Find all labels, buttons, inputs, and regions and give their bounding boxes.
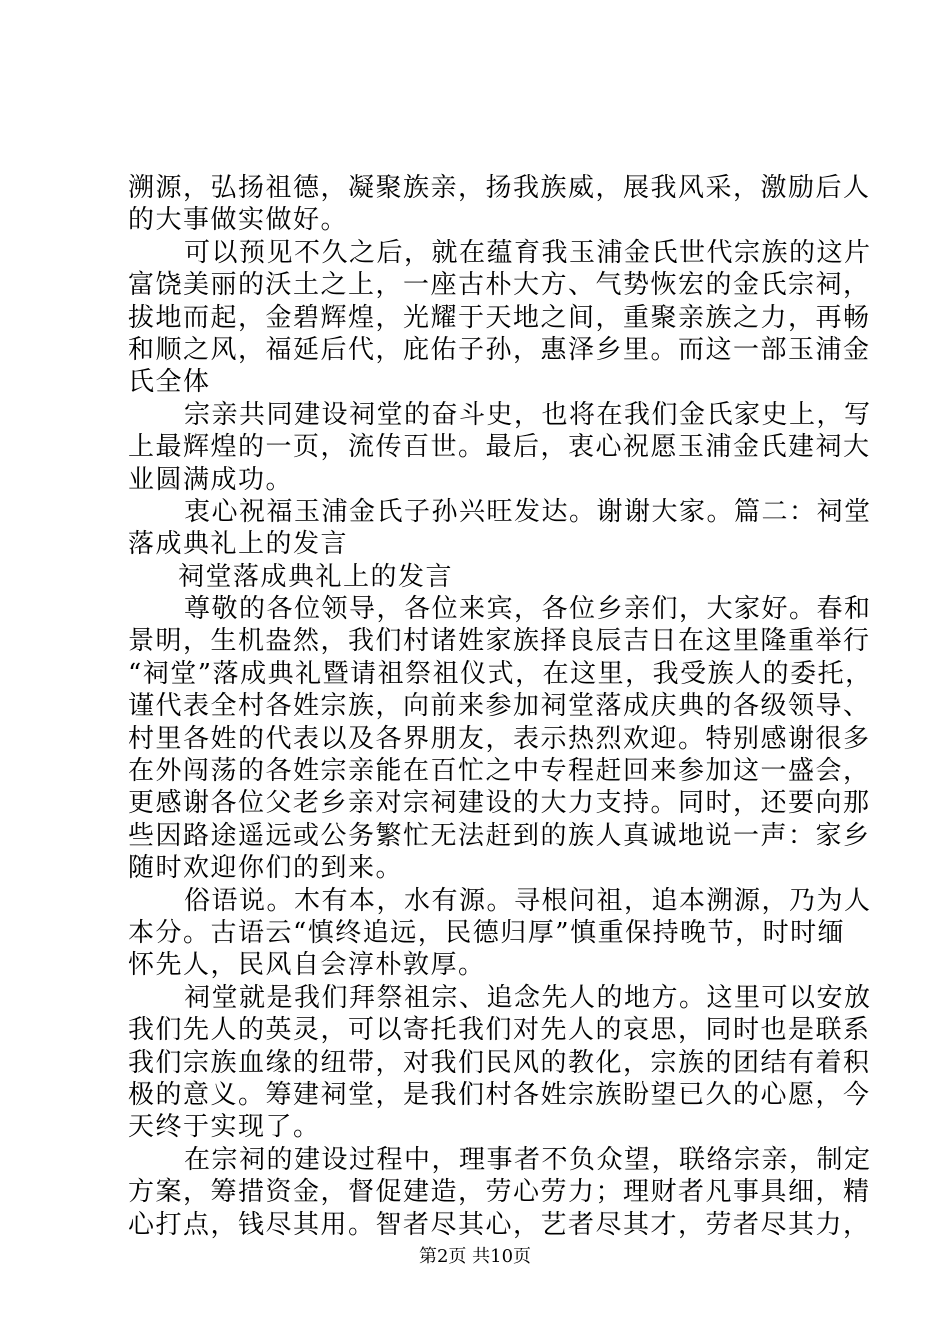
text-line: 尊敬的各位领导，各位来宾，各位乡亲们，大家好。春和 [184,594,872,625]
text-line: 的大事做实做好。 [128,205,349,236]
text-line: 更感谢各位父老乡亲对宗祠建设的大力支持。同时，还要向那 [128,788,871,819]
text-line: 在外闯荡的各姓宗亲能在百忙之中专程赶回来参加这一盛会， [128,756,871,787]
text-line: 拔地而起，金碧辉煌，光耀于天地之间，重聚亲族之力，再畅 [128,302,871,333]
text-line: 祠堂就是我们拜祭祖宗、追念先人的地方。这里可以安放 [184,982,872,1013]
text-line: 宗亲共同建设祠堂的奋斗史，也将在我们金氏家史上，写 [184,399,872,430]
text-line: 村里各姓的代表以及各界朋友，表示热烈欢迎。特别感谢很多 [128,723,871,754]
page-number: 第2页 共10页 [418,1246,532,1267]
text-line: 俗语说。木有本，水有源。寻根问祖，追本溯源，乃为人 [184,885,872,916]
text-line: 上最辉煌的一页，流传百世。最后，衷心祝愿玉浦金氏建祠大 [128,432,871,463]
text-line: 景明，生机盎然，我们村诸姓家族择良辰吉日在这里隆重举行 [128,626,871,657]
text-line: 可以预见不久之后，就在蕴育我玉浦金氏世代宗族的这片 [184,237,872,268]
section-heading: 祠堂落成典礼上的发言 [178,561,454,592]
text-line: 天终于实现了。 [128,1112,321,1143]
text-line: 方案，筹措资金，督促建造，劳心劳力；理财者凡事具细，精 [128,1177,871,1208]
text-line: 业圆满成功。 [128,464,294,495]
text-line: 我们宗族血缘的纽带，对我们民风的教化，宗族的团结有着积 [128,1047,871,1078]
text-line: 我们先人的英灵，可以寄托我们对先人的哀思，同时也是联系 [128,1015,871,1046]
body-text [128,172,873,1241]
text-line: “祠堂”落成典礼暨请祖祭祖仪式，在这里，我受族人的委托， [128,658,873,689]
text-line: 怀先人，民风自会淳朴敦厚。 [128,950,486,981]
text-line: 落成典礼上的发言 [128,529,349,560]
text-line: 溯源，弘扬祖德，凝聚族亲，扬我族威，展我风采，激励后人 [128,173,871,203]
text-line: 随时欢迎你们的到来。 [128,853,404,884]
text-line: 富饶美丽的沃土之上，一座古朴大方、气势恢宏的金氏宗祠， [128,270,871,301]
text-line: 衷心祝福玉浦金氏子孙兴旺发达。谢谢大家。篇二：祠堂 [184,496,872,527]
text-line: 本分。古语云“慎终追远，民德归厚”慎重保持晚节，时时缅 [128,917,846,948]
text-line: 和顺之风，福延后代，庇佑子孙，惠泽乡里。而这一部玉浦金 [128,334,871,365]
text-line: 在宗祠的建设过程中，理事者不负众望，联络宗亲，制定 [184,1144,872,1175]
text-line: 些因路途遥远或公务繁忙无法赶到的族人真诚地说一声：家乡 [128,820,871,851]
text-line: 极的意义。筹建祠堂，是我们村各姓宗族盼望已久的心愿，今 [128,1079,871,1110]
text-line: 氏全体 [128,367,211,398]
text-line: 心打点，钱尽其用。智者尽其心，艺者尽其才，劳者尽其力， [128,1209,871,1240]
text-line: 谨代表全村各姓宗族，向前来参加祠堂落成庆典的各级领导、 [128,691,871,722]
